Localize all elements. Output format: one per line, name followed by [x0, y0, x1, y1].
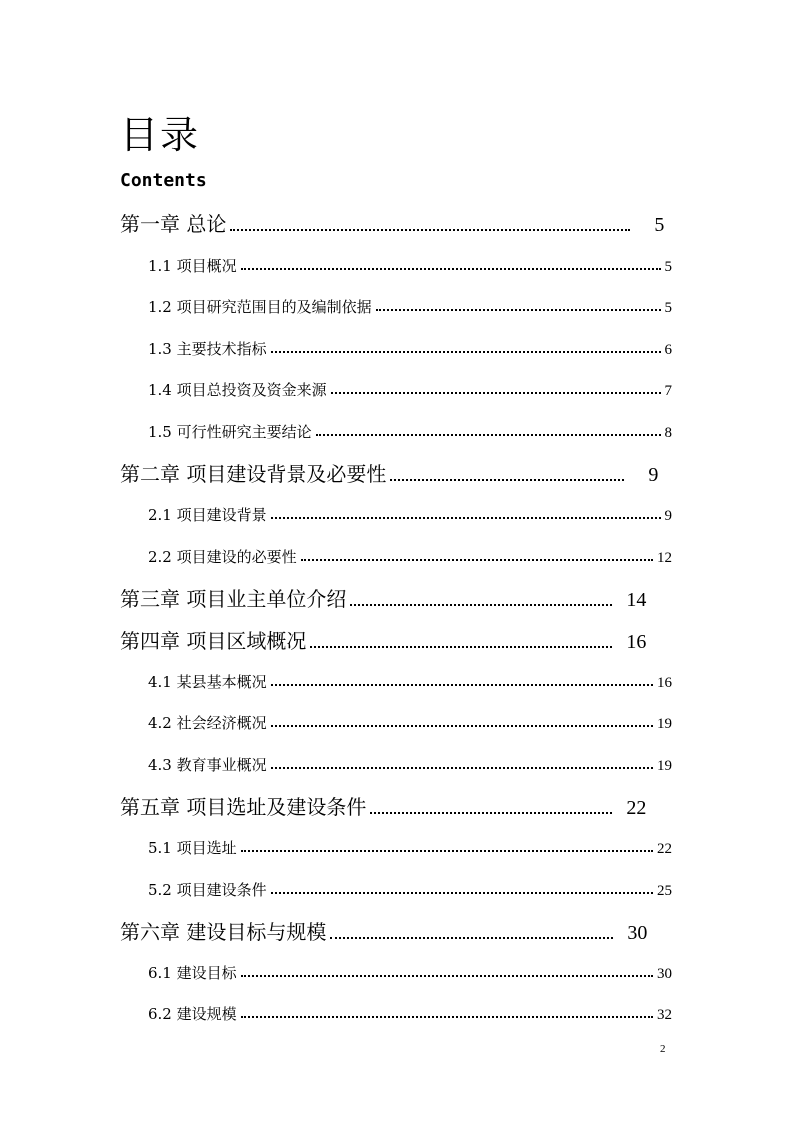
toc-section-6-2[interactable]	[148, 1003, 672, 1024]
toc-chapter-5[interactable]	[120, 791, 675, 820]
toc-section-4-3[interactable]	[148, 754, 672, 775]
toc-section-2-2[interactable]	[148, 546, 672, 567]
toc-label: 4.1 某县基本概况	[148, 673, 267, 691]
toc-label: 2.1 项目建设背景	[148, 506, 267, 524]
toc-section-4-2[interactable]	[148, 712, 672, 733]
toc-page-number: 16	[657, 675, 672, 691]
toc-section-5-2[interactable]	[148, 879, 672, 900]
toc-label: 1.1 项目概况	[148, 257, 237, 275]
toc-section-5-1[interactable]	[148, 837, 672, 858]
toc-page-number: 8	[664, 425, 672, 441]
toc-label: 4.2 社会经济概况	[148, 714, 267, 732]
page-number: 2	[660, 1043, 666, 1055]
dot-leader	[241, 268, 661, 270]
toc-label: 第三章 项目业主单位介绍	[120, 587, 347, 611]
toc-label: 1.5 可行性研究主要结论	[148, 423, 312, 441]
toc-section-1-2[interactable]	[148, 296, 672, 317]
dot-leader	[271, 684, 653, 686]
dot-leader	[330, 937, 613, 939]
dot-leader	[271, 351, 661, 353]
toc-page-number: 6	[664, 342, 672, 358]
toc-label: 第二章 项目建设背景及必要性	[120, 462, 387, 486]
toc-page-number: 16	[626, 631, 647, 653]
toc-section-6-1[interactable]	[148, 962, 672, 983]
toc-page-number: 5	[654, 214, 665, 236]
toc-label: 5.1 项目选址	[148, 839, 237, 857]
toc-page-number: 30	[657, 966, 672, 982]
toc-section-1-5[interactable]	[148, 421, 672, 442]
toc-page-number: 12	[657, 550, 672, 566]
page-subtitle: Contents	[120, 170, 207, 191]
toc-page-number: 5	[664, 259, 672, 275]
dot-leader	[316, 434, 661, 436]
toc-page-number: 25	[657, 883, 672, 899]
toc-page-number: 7	[664, 383, 672, 399]
toc-page-number: 19	[657, 716, 672, 732]
toc-page-number: 19	[657, 758, 672, 774]
toc-chapter-3[interactable]	[120, 583, 675, 612]
toc-chapter-1[interactable]	[120, 208, 675, 237]
toc-page-number: 22	[626, 797, 647, 819]
toc-label: 1.3 主要技术指标	[148, 340, 267, 358]
dot-leader	[271, 892, 653, 894]
dot-leader	[241, 1016, 653, 1018]
toc-label: 第五章 项目选址及建设条件	[120, 795, 367, 819]
dot-leader	[230, 229, 630, 231]
dot-leader	[310, 646, 612, 648]
toc-page-number: 9	[648, 464, 659, 486]
toc-page-number: 9	[664, 508, 672, 524]
dot-leader	[241, 975, 653, 977]
dot-leader	[376, 309, 661, 311]
toc-chapter-2[interactable]	[120, 458, 675, 487]
toc-label: 6.2 建设规模	[148, 1005, 237, 1023]
dot-leader	[271, 725, 653, 727]
toc-page-number: 30	[627, 922, 648, 944]
toc-page-number: 32	[657, 1007, 672, 1023]
toc-label: 2.2 项目建设的必要性	[148, 548, 297, 566]
page-title: 目录	[120, 113, 201, 157]
toc-label: 第四章 项目区域概况	[120, 629, 307, 653]
dot-leader	[271, 767, 653, 769]
dot-leader	[370, 812, 612, 814]
toc-section-2-1[interactable]	[148, 504, 672, 525]
toc-label: 5.2 项目建设条件	[148, 881, 267, 899]
toc-label: 6.1 建设目标	[148, 964, 237, 982]
toc-label: 第一章 总论	[120, 212, 227, 236]
dot-leader	[350, 604, 612, 606]
dot-leader	[301, 559, 653, 561]
toc-label: 1.4 项目总投资及资金来源	[148, 381, 327, 399]
dot-leader	[271, 517, 661, 519]
toc-label: 第六章 建设目标与规模	[120, 920, 327, 944]
toc-chapter-4[interactable]	[120, 625, 675, 654]
toc-page-number: 22	[657, 841, 672, 857]
dot-leader	[241, 850, 653, 852]
toc-section-1-1[interactable]	[148, 255, 672, 276]
toc-section-1-4[interactable]	[148, 379, 672, 400]
toc-label: 4.3 教育事业概况	[148, 756, 267, 774]
toc-chapter-6[interactable]	[120, 916, 675, 945]
toc-label: 1.2 项目研究范围目的及编制依据	[148, 298, 372, 316]
toc-page-number: 5	[664, 300, 672, 316]
toc-page-number: 14	[626, 589, 647, 611]
toc-section-1-3[interactable]	[148, 338, 672, 359]
toc-section-4-1[interactable]	[148, 671, 672, 692]
dot-leader	[331, 392, 661, 394]
dot-leader	[390, 479, 624, 481]
